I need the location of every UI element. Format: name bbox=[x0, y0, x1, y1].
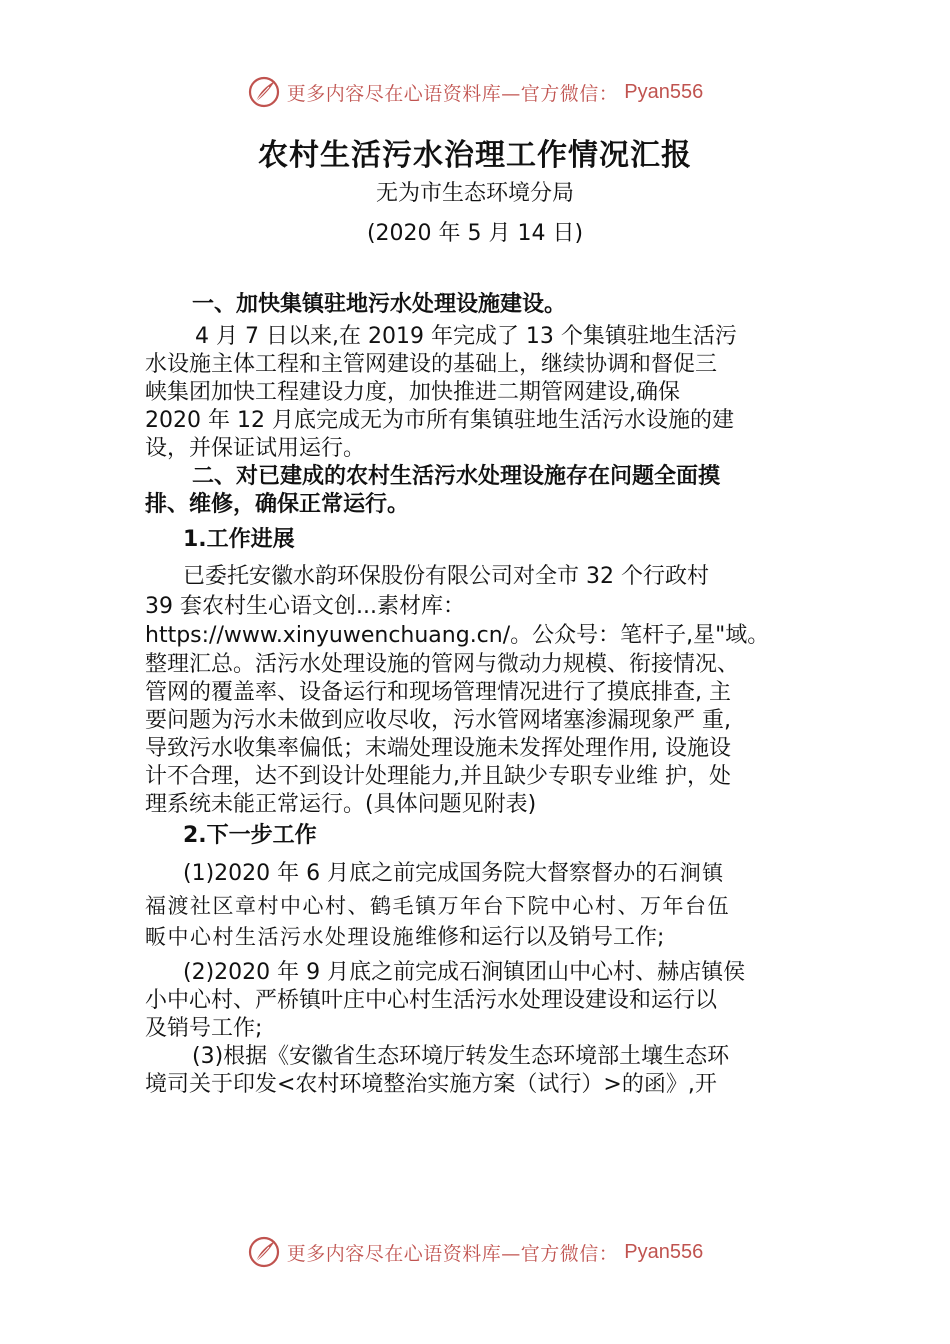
watermark-text: 更多内容尽在心语资料库—官方微信： bbox=[286, 1242, 619, 1265]
watermark-top bbox=[0, 72, 950, 112]
page-title: 农村生活污水治理工作情况汇报 bbox=[258, 138, 692, 173]
issuing-organization: 无为市生态环境分局 bbox=[375, 181, 574, 206]
paragraph-line: 计不合理，达不到设计处理能力,并且缺少专职专业维 护，处 bbox=[145, 764, 731, 789]
paragraph-line: 管网的覆盖率、设备运行和现场管理情况进行了摸底排查, 主 bbox=[145, 680, 731, 705]
paragraph-line: 导致污水收集率偏低；末端处理设施未发挥处理作用, 设施设 bbox=[145, 736, 731, 761]
feather-logo-icon bbox=[247, 1235, 281, 1269]
subsection-next-steps-heading: 2.下一步工作 bbox=[183, 823, 317, 848]
paragraph-line: 小中心村、严桥镇叶庄中心村生活污水处理设建设和运行以 bbox=[145, 988, 718, 1013]
item-1-place: 石涧镇 bbox=[657, 861, 725, 885]
section-2-heading-cont: 排、维修，确保正常运行。 bbox=[145, 492, 410, 517]
paragraph-line: https://www.xinyuwenchuang.cn/。公众号：笔杆子,星"域。 bbox=[145, 623, 770, 648]
list-item bbox=[183, 860, 725, 887]
watermark-text: 更多内容尽在心语资料库—官方微信： bbox=[286, 82, 619, 105]
paragraph-line: 理系统未能正常运行。(具体问题见附表) bbox=[145, 792, 537, 817]
paragraph-line: 2020 年 12 月底完成无为市所有集镇驻地生活污水设施的建 bbox=[145, 408, 734, 433]
paragraph-line: 整理汇总。活污水处理设施的管网与微动力规模、衔接情况、 bbox=[145, 652, 740, 677]
paragraph-line: 及销号工作; bbox=[145, 1016, 263, 1041]
list-item: (2)2020 年 9 月底之前完成石涧镇团山中心村、赫店镇侯 bbox=[183, 960, 746, 985]
item-1-text: (1)2020 年 6 月底之前完成国务院大督察督办的 bbox=[183, 861, 658, 886]
item-1-place-cont: 畈中心村生活污水处理设施 bbox=[145, 925, 415, 949]
paragraph-line: 水设施主体工程和主管网建设的基础上，继续协调和督促三 bbox=[145, 352, 718, 377]
paragraph-line: 4 月 7 日以来,在 2019 年完成了 13 个集镇驻地生活污 bbox=[195, 324, 737, 349]
list-item: (3)根据《安徽省生态环境厅转发生态环境部土壤生态环 bbox=[192, 1044, 730, 1069]
paragraph-line: 境司关于印发<农村环境整治实施方案（试行）>的函》,开 bbox=[145, 1072, 717, 1097]
paragraph-line: 要问题为污水未做到应收尽收，污水管网堵塞渗漏现象严 重, bbox=[145, 708, 731, 733]
item-1-text-cont: 维修和运行以及销号工作; bbox=[415, 925, 665, 950]
watermark-wechat-id: Pyan556 bbox=[624, 1240, 704, 1263]
paragraph-line: 39 套农村生心语文创...素材库： bbox=[145, 594, 465, 619]
paragraph-line: 峡集团加快工程建设力度，加快推进二期管网建设,确保 bbox=[145, 380, 680, 405]
paragraph-line: 福渡社区章村中心村、鹤毛镇万年台下院中心村、万年台伍 bbox=[145, 894, 730, 918]
section-1-heading: 一、加快集镇驻地污水处理设施建设。 bbox=[192, 292, 567, 317]
paragraph-line: 已委托安徽水韵环保股份有限公司对全市 32 个行政村 bbox=[183, 564, 709, 589]
paragraph-line: 设，并保证试用运行。 bbox=[145, 436, 366, 461]
paragraph-line bbox=[145, 924, 664, 951]
watermark-bottom bbox=[0, 1232, 950, 1272]
report-date: (2020 年 5 月 14 日) bbox=[366, 221, 584, 246]
watermark-wechat-id: Pyan556 bbox=[624, 80, 704, 103]
section-2-heading: 二、对已建成的农村生活污水处理设施存在问题全面摸 bbox=[192, 464, 721, 489]
subsection-progress-heading: 1.工作进展 bbox=[183, 527, 295, 552]
feather-logo-icon bbox=[247, 75, 281, 109]
